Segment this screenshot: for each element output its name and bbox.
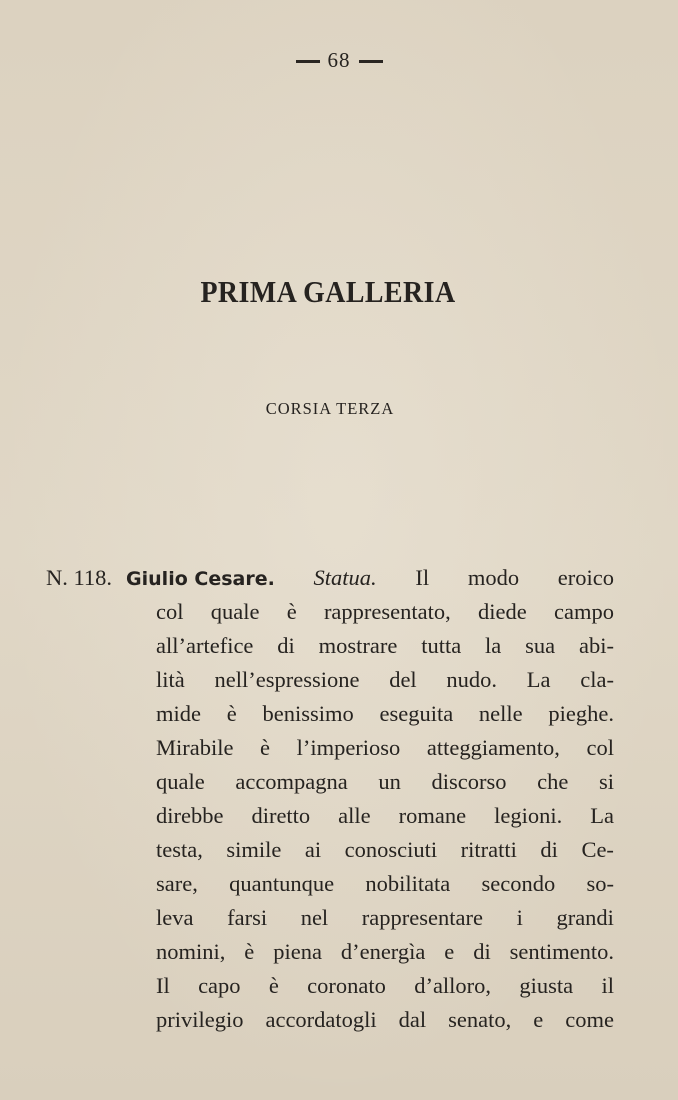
entry-word: piena bbox=[273, 939, 322, 964]
entry-word: rappresentato, bbox=[323, 599, 451, 624]
entry-text-line bbox=[46, 663, 614, 697]
entry-word: eroico bbox=[557, 565, 614, 590]
entry-word: i bbox=[516, 905, 523, 930]
entry-word: è bbox=[260, 735, 271, 760]
entry-text-line bbox=[46, 629, 614, 663]
entry-word: Ce- bbox=[581, 837, 614, 862]
entry-word: è bbox=[226, 701, 237, 726]
entry-text-line bbox=[46, 731, 614, 765]
entry-name: Giulio Cesare. bbox=[126, 568, 275, 590]
entry-word: modo bbox=[467, 565, 520, 590]
entry-word: farsi bbox=[227, 905, 268, 930]
entry-word: col bbox=[586, 735, 614, 760]
entry-word: di bbox=[540, 837, 558, 862]
entry-word: e bbox=[444, 939, 455, 964]
entry-number: N. 118. bbox=[46, 565, 113, 590]
entry-word: capo bbox=[198, 973, 241, 998]
page-number-header bbox=[0, 48, 678, 73]
entry-word: rappresentare bbox=[361, 905, 483, 930]
entry-text-line bbox=[46, 833, 614, 867]
entry-word: sua bbox=[525, 633, 556, 658]
entry-word: giusta bbox=[519, 973, 574, 998]
entry-word: secondo bbox=[481, 871, 556, 896]
entry-word: eseguita bbox=[379, 701, 454, 726]
entry-word: sare, bbox=[156, 871, 198, 896]
entry-word: Mirabile bbox=[156, 735, 234, 760]
entry-word: accordatogli bbox=[265, 1007, 377, 1032]
entry-text-line bbox=[46, 901, 614, 935]
entry-word: nobilitata bbox=[365, 871, 451, 896]
entry-word: leva bbox=[156, 905, 194, 930]
entry-word: si bbox=[598, 769, 614, 794]
entry-word: testa, bbox=[156, 837, 203, 862]
entry-word: direbbe bbox=[156, 803, 224, 828]
entry-word: la bbox=[485, 633, 502, 658]
entry-word: un bbox=[378, 769, 401, 794]
entry-word: e bbox=[533, 1007, 544, 1032]
entry-word: d’alloro, bbox=[414, 973, 492, 998]
entry-word: quale bbox=[156, 769, 205, 794]
entry-word: La bbox=[590, 803, 614, 828]
entry-text-line bbox=[46, 799, 614, 833]
entry-word: il bbox=[601, 973, 614, 998]
entry-text-line bbox=[46, 1003, 614, 1037]
entry-word: nel bbox=[300, 905, 329, 930]
entry-word: nudo. bbox=[446, 667, 498, 692]
entry-word: sentimento. bbox=[509, 939, 614, 964]
entry-word: del bbox=[389, 667, 417, 692]
entry-word: coronato bbox=[307, 973, 386, 998]
entry-word: alle bbox=[338, 803, 371, 828]
entry-word: grandi bbox=[556, 905, 614, 930]
entry-text-line bbox=[46, 595, 614, 629]
entry-first-line bbox=[46, 561, 614, 595]
entry-word: ai bbox=[304, 837, 322, 862]
entry-text-line bbox=[46, 935, 614, 969]
entry-word: ritratti bbox=[460, 837, 517, 862]
entry-word: è bbox=[244, 939, 255, 964]
entry-body bbox=[46, 595, 614, 1037]
entry-word: che bbox=[537, 769, 569, 794]
page-number: 68 bbox=[327, 48, 351, 72]
entry-word: La bbox=[526, 667, 551, 692]
entry-text-line bbox=[46, 765, 614, 799]
entry-word: romane bbox=[398, 803, 467, 828]
entry-text-line bbox=[46, 969, 614, 1003]
entry-word: lità bbox=[156, 667, 185, 692]
entry-word: legioni. bbox=[494, 803, 563, 828]
entry-word: simile bbox=[226, 837, 282, 862]
entry-text-line bbox=[46, 867, 614, 901]
entry-heading bbox=[46, 561, 275, 595]
entry-word: abi- bbox=[578, 633, 614, 658]
section-title: CORSIA TERZA bbox=[265, 399, 395, 418]
gallery-title: PRIMA GALLERIA bbox=[200, 274, 456, 309]
entry-word: cla- bbox=[580, 667, 614, 692]
entry-word: conosciuti bbox=[344, 837, 438, 862]
entry-word: atteggiamento, bbox=[426, 735, 560, 760]
entry-word: nelle bbox=[478, 701, 523, 726]
entry-word: all’artefice bbox=[156, 633, 254, 658]
entry-word: mostrare bbox=[318, 633, 398, 658]
entry-word: accompagna bbox=[235, 769, 348, 794]
entry-word: senato, bbox=[448, 1007, 512, 1032]
entry-word: di bbox=[473, 939, 491, 964]
entry-word: diede bbox=[478, 599, 527, 624]
entry-word: nell’espressione bbox=[214, 667, 360, 692]
entry-word: d’energìa bbox=[340, 939, 426, 964]
entry-word: l’imperioso bbox=[296, 735, 401, 760]
entry-word: campo bbox=[553, 599, 614, 624]
entry-type: Statua. bbox=[313, 565, 377, 590]
entry-word: quantunque bbox=[229, 871, 335, 896]
entry-word: mide bbox=[156, 701, 201, 726]
entry-word: di bbox=[277, 633, 295, 658]
entry-word: pieghe. bbox=[548, 701, 614, 726]
entry-text-line bbox=[46, 697, 614, 731]
entry-word: benissimo bbox=[262, 701, 354, 726]
entry-word: diretto bbox=[251, 803, 311, 828]
left-dash bbox=[296, 60, 320, 63]
entry-word: privilegio bbox=[156, 1007, 244, 1032]
entry-word: col bbox=[156, 599, 184, 624]
entry-word: Il bbox=[156, 973, 170, 998]
entry-word: è bbox=[268, 973, 279, 998]
entry-word: tutta bbox=[421, 633, 462, 658]
entry-word: come bbox=[565, 1007, 614, 1032]
entry-word: so- bbox=[586, 871, 614, 896]
right-dash bbox=[359, 60, 383, 63]
entry-word: è bbox=[286, 599, 297, 624]
catalog-entry bbox=[46, 561, 614, 1037]
entry-word: discorso bbox=[431, 769, 507, 794]
entry-word: quale bbox=[210, 599, 260, 624]
entry-word: nomini, bbox=[156, 939, 226, 964]
entry-word: dal bbox=[398, 1007, 427, 1032]
entry-word: Il bbox=[415, 565, 430, 590]
